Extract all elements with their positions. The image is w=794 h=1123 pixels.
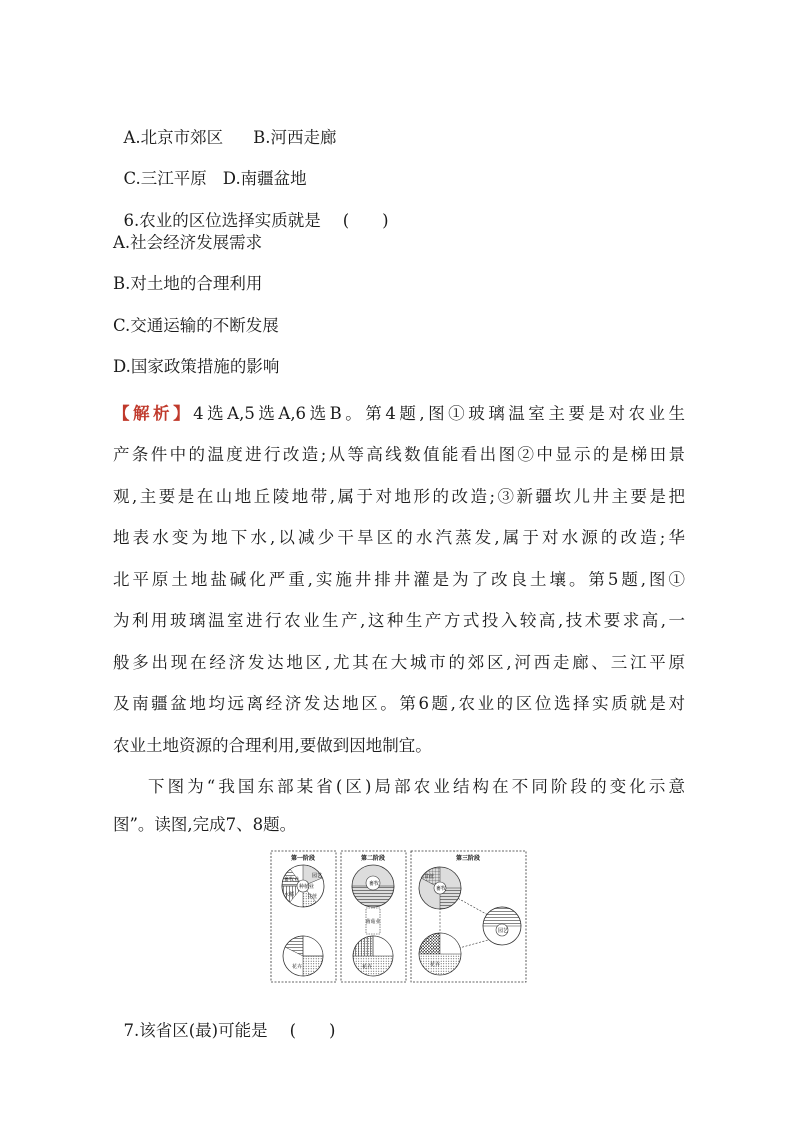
q7-answer-blank: ( )	[289, 1021, 336, 1040]
analysis-line-3: 观,主要是在山地丘陵地带,属于对地形的改造;③新疆坎儿井主要是把	[113, 487, 685, 506]
stage1-label-huahui: 花卉	[292, 964, 303, 970]
q6-option-d: D.国家政策措施的影响	[113, 357, 280, 376]
stage1-pie-bottom	[283, 936, 323, 976]
stage1-label-yuanyi: 园艺	[312, 873, 323, 879]
analysis-line-2: 产条件中的温度进行改造;从等高线数值能看出图②中显示的是梯田景	[113, 445, 685, 464]
stage1-label-zhongzhi: 种植业	[299, 884, 315, 890]
intro-line-2: 图”。读图,完成7、8题。	[113, 815, 297, 834]
stage3-label-huahui: 花卉	[430, 962, 441, 968]
q5-options-row-1	[113, 108, 337, 148]
stage1-title: 第一阶段	[290, 855, 316, 862]
q5-option-d: D.南疆盆地	[222, 169, 307, 188]
stage2-pie-bottom	[353, 936, 393, 976]
analysis-line-6: 为利用玻璃温室进行农业生产,这种生产方式投入较高,技术要求高,一	[113, 611, 685, 630]
stage3-pie-bottom	[419, 933, 461, 975]
stage2-label-junguye: 菌菇业	[365, 919, 381, 925]
analysis-line-5: 北平原土地盐碱化严重,实施井排井灌是为了改良土壤。第5题,图①	[113, 570, 685, 589]
q5-option-a: A.北京市郊区	[123, 128, 224, 147]
q6-answer-blank: ( )	[342, 211, 389, 230]
q7-stem-line	[113, 1001, 336, 1041]
q5-option-b: B.河西走廊	[253, 128, 337, 147]
stage1-label-xumu: 畜牧业	[284, 877, 300, 883]
q5-options-row-2	[113, 149, 307, 189]
stage2-title: 第二阶段	[360, 855, 386, 862]
analysis-line-8: 及南疆盆地均远离经济发达地区。第6题,农业的区位选择实质就是对	[113, 694, 685, 713]
q6-stem-line	[113, 191, 389, 231]
q5-option-c: C.三江平原	[123, 169, 207, 188]
stage3-pie-top	[419, 867, 461, 909]
analysis-line-4: 地表水变为地下水,以减少干旱区的水汽蒸发,属于对水源的改造;华	[113, 528, 685, 547]
stage2-label-huahui: 花卉	[362, 964, 373, 970]
stage3-title: 第三阶段	[455, 855, 481, 862]
analysis-tag: 【解析】	[113, 404, 194, 423]
q7-stem: 7.该省区(最)可能是	[123, 1021, 268, 1040]
stage3-label-xumu: 畜牧	[436, 886, 447, 892]
analysis-line-1: 【解析】4选A,5选A,6选B。第4题,图①玻璃温室主要是对农业生	[113, 404, 686, 423]
stage3-label-ganzhe: 甘蔗	[424, 874, 435, 880]
stage2-label-xumu: 畜牧	[369, 881, 380, 887]
stage1-pie-top	[282, 865, 324, 907]
intro-line-1: 下图为“我国东部某省(区)局部农业结构在不同阶段的变化示意	[148, 777, 685, 796]
q6-option-a: A.社会经济发展需求	[113, 233, 263, 252]
q6-option-c: C.交通运输的不断发展	[113, 316, 279, 335]
stage3-label-yuanyi: 园艺	[498, 928, 509, 934]
stage1-label-ganzhe: 甘蔗	[307, 894, 318, 900]
analysis-line-9: 农业土地资源的合理利用,要做到因地制宜。	[113, 736, 432, 755]
analysis-line-7: 般多出现在经济发达地区,尤其在大城市的郊区,河西走廊、三江平原	[113, 653, 685, 672]
q6-stem: 6.农业的区位选择实质就是	[123, 211, 321, 230]
stage2-pie-top	[352, 865, 394, 907]
q6-option-b: B.对土地的合理利用	[113, 274, 263, 293]
agriculture-structure-figure	[270, 850, 527, 983]
stage1-label-shuidao: 水稻	[284, 892, 295, 898]
stage3-pie-right	[483, 907, 521, 945]
